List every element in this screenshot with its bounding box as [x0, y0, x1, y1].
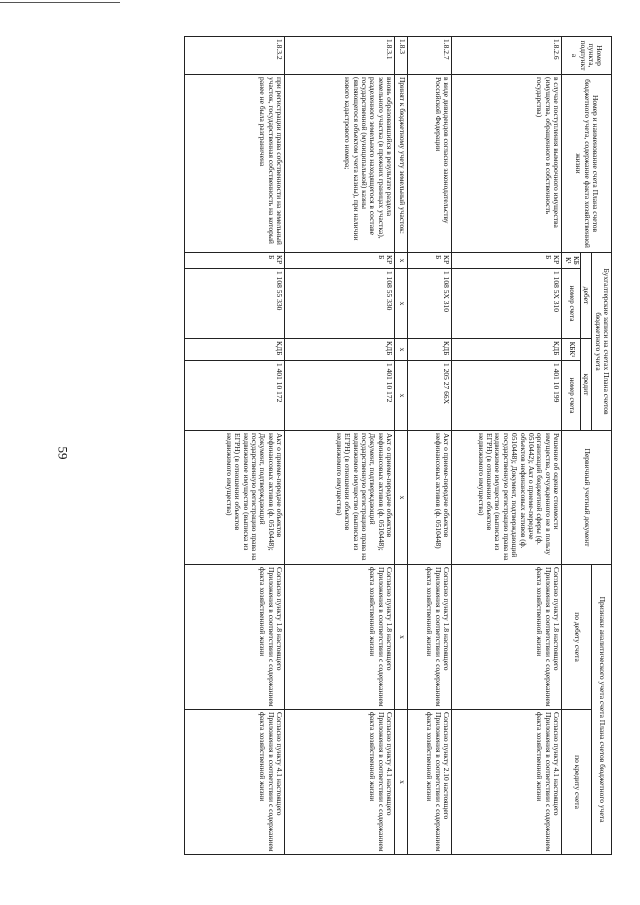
credit-kbk: КДБ [185, 339, 285, 361]
header-debit-kbk: КБК¹ [562, 253, 581, 269]
table-row [408, 37, 452, 855]
header-credit-kbk: КБК¹ [562, 339, 581, 361]
primary-document: Акт о приеме-передаче объектов нефинансовых активов (ф. 0510448) [408, 431, 452, 565]
debit-account: 1 108 5X 310 [452, 269, 562, 339]
credit-account: 1 401 10 172 [285, 361, 395, 431]
credit-account: 1 205 27 66X [408, 361, 452, 431]
credit-kbk: КДБ [452, 339, 562, 361]
attr-debit: Согласно пункту 1.8 настоящего Приложения в соответствии с содержанием факта хозяйственной жизни [408, 565, 452, 710]
table-row [285, 37, 395, 855]
header-attr-credit: по кредиту счета [562, 710, 592, 855]
attr-credit: Согласно пункту 4.1 настоящего Приложения в соответствии с содержанием факта хозяйственной жизни [285, 710, 395, 855]
row-number: 1.8.2.6 [452, 37, 562, 75]
rotated-sheet [80, 36, 612, 854]
row-number: 1.8.3 [395, 37, 408, 75]
header-analytics: Признаки аналитического учета счета Плана счетов бюджетного учета [592, 565, 612, 855]
credit-kbk: х [395, 339, 408, 361]
header-credit: кредит [580, 339, 591, 431]
credit-account: х [395, 361, 408, 431]
primary-document: Акт о приеме-передаче объектов нефинансовых активов (ф. 0510448); Документ, подтверждающий государственную регистрацию права на недвижимое имущество (выписка из ЕГРН) (в отношении объектов недвижимого имущества) [185, 431, 285, 565]
debit-account: х [395, 269, 408, 339]
page-number: 59 [55, 446, 71, 460]
row-number: 1.8.3.1 [285, 37, 395, 75]
row-content: в случае поступления выморочного имущества (имущества, обращенного в собственность государства) [452, 75, 562, 253]
debit-kbk: КРБ [452, 253, 562, 269]
row-number: 1.8.3.2 [185, 37, 285, 75]
accounting-table [184, 36, 612, 855]
header-credit-account: номер счета [562, 361, 581, 431]
row-content: вновь образовавшийся в результате раздела земельного участка (в прежних границах участка), разделенного земельного находящегося в составе государственной (муниципальной) казны (являющегося объектом учета казны), при наличии нового кадастрового номера; [285, 75, 395, 253]
table-row [395, 37, 408, 855]
header-entries: Бухгалтерские записи на счетах Плана счетов бюджетного учета [592, 253, 612, 431]
header-debit-account: номер счета [562, 269, 581, 339]
row-content: Принят к бюджетному учету земельный участок: [395, 75, 408, 253]
header-account-name: Номер и наименование счета Плана счетов бюджетного учета, содержание факта хозяйственной жизни [562, 75, 612, 253]
header-number: Номер пункта, подпункта [562, 37, 612, 75]
primary-document: Решение об оценке стоимости имущества, отчужденного не в пользу организаций бюджетной сферы (ф. 0510442); Акт о приеме-передаче объектов нефинансовых активов (ф. 0510448); Документ, подтверждающий государственную регистрацию права на недвижимое имущество (выписка из ЕГРН) (в отношении объектов недвижимого имущества) [452, 431, 562, 565]
header-document: Первичный учетный документ [562, 431, 612, 565]
debit-kbk: х [395, 253, 408, 269]
attr-credit: Согласно пункту 4.1 настоящего Приложения в соответствии с содержанием факта хозяйственной жизни [185, 710, 285, 855]
attr-debit: Согласно пункту 1.8 настоящего Приложения в соответствии с содержанием факта хозяйственной жизни [285, 565, 395, 710]
header-attr-debit: по дебету счета [562, 565, 592, 710]
debit-kbk: КРБ [185, 253, 285, 269]
credit-kbk: КДБ [408, 339, 452, 361]
primary-document: х [395, 431, 408, 565]
row-number: 1.8.2.7 [408, 37, 452, 75]
row-content: в виде дивидендов согласно законодательству Российской Федерации [408, 75, 452, 253]
row-content: при регистрации права собственности на земельный участок, государственная собственность на который ранее не была разграничена [185, 75, 285, 253]
attr-credit: Согласно пункту 2.10 настоящего Приложения в соответствии с содержанием факта хозяйственной жизни [408, 710, 452, 855]
attr-credit: Согласно пункту 4.1 настоящего Приложения в соответствии с содержанием факта хозяйственной жизни [452, 710, 562, 855]
top-rule [0, 2, 120, 3]
debit-kbk: КРБ [408, 253, 452, 269]
debit-account: 1 108 55 330 [285, 269, 395, 339]
credit-account: 1 401 10 199 [452, 361, 562, 431]
attr-debit: х [395, 565, 408, 710]
primary-document: Акт о приеме-передаче объектов нефинансовых активов (ф. 0510448); Документ, подтверждающий государственную регистрацию права на недвижимое имущество (выписка из ЕГРН) (в отношении объектов недвижимого имущества) [285, 431, 395, 565]
attr-debit: Согласно пункту 1.8 настоящего Приложения в соответствии с содержанием факта хозяйственной жизни [185, 565, 285, 710]
debit-account: 1 108 55 330 [185, 269, 285, 339]
debit-account: 1 108 5X 310 [408, 269, 452, 339]
table-row [452, 37, 562, 855]
table-row [185, 37, 285, 855]
header-debit: дебет [580, 253, 591, 339]
debit-kbk: КРБ [285, 253, 395, 269]
attr-debit: Согласно пункту 1.8 настоящего Приложения в соответствии с содержанием факта хозяйственной жизни [452, 565, 562, 710]
attr-credit: х [395, 710, 408, 855]
credit-account: 1 401 10 172 [185, 361, 285, 431]
credit-kbk: КДБ [285, 339, 395, 361]
